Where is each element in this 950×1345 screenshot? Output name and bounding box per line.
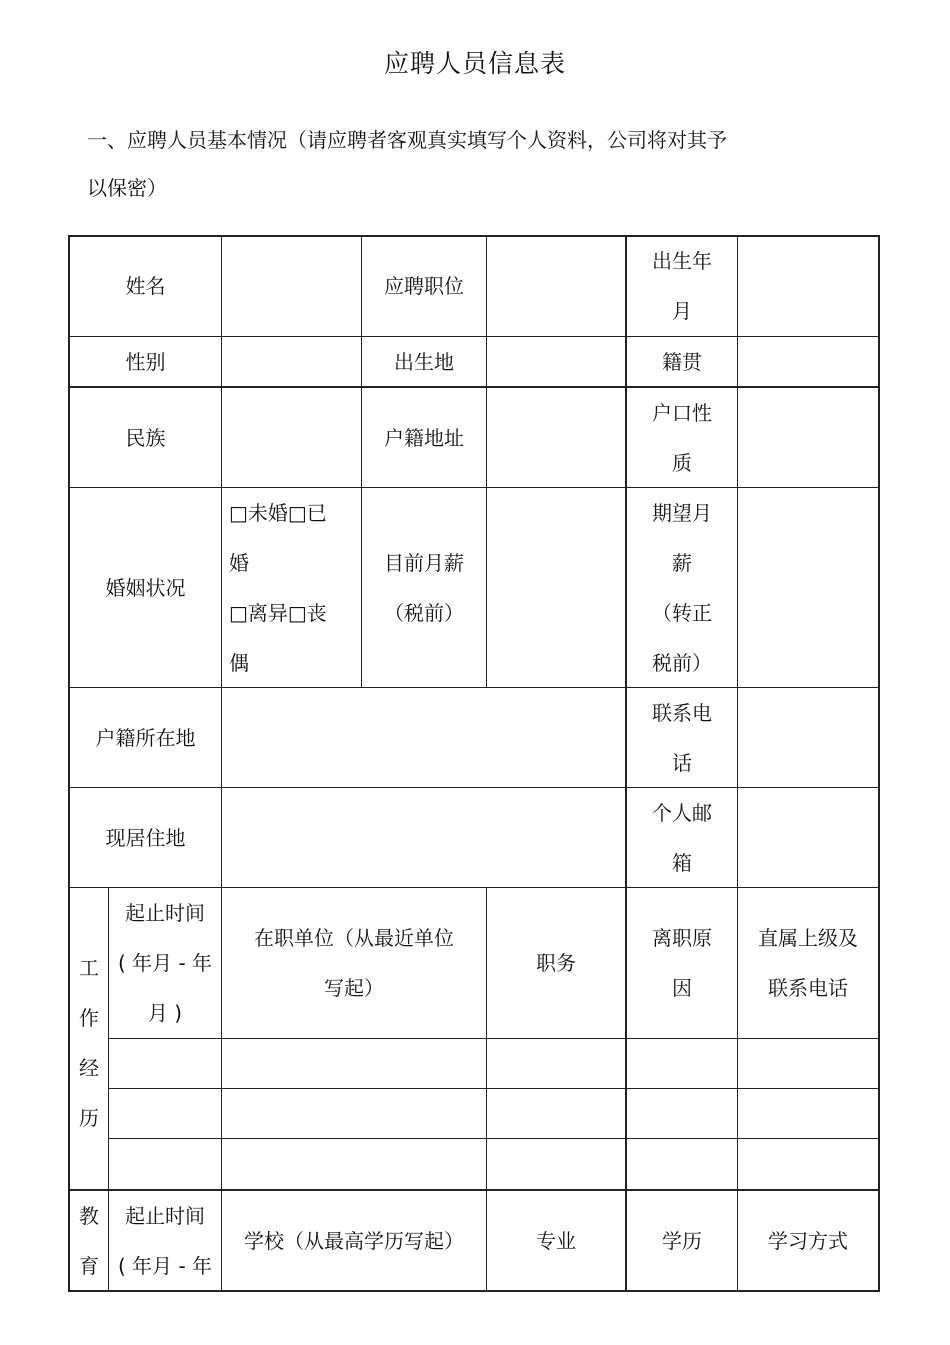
work-period-header-line-1: 起止时间 xyxy=(125,901,205,925)
marital-status-options[interactable] xyxy=(222,488,361,687)
leave-reason-header xyxy=(627,888,737,1038)
expected-salary-label-line-1: 期望月 xyxy=(652,500,712,525)
household-type-label-line-2: 质 xyxy=(672,450,692,475)
household-location-field[interactable] xyxy=(222,688,625,787)
work-section-char: 历 xyxy=(79,1106,99,1130)
position-label: 应聘职位 xyxy=(384,274,464,298)
work-section-char: 工 xyxy=(79,956,99,980)
work-period-header-line-3: 月 ) xyxy=(147,1001,183,1025)
expected-salary-field[interactable] xyxy=(738,488,878,687)
supervisor-header-line-1: 直属上级及 xyxy=(758,926,858,950)
name-label: 姓名 xyxy=(125,274,166,298)
study-mode-header: 学习方式 xyxy=(768,1229,848,1253)
birth-date-label xyxy=(627,236,737,336)
table-border-right xyxy=(878,235,880,1292)
birth-date-field[interactable] xyxy=(738,237,878,336)
marital-status-label: 婚姻状况 xyxy=(105,575,186,600)
birth-date-label-line-2: 月 xyxy=(672,299,692,323)
marital-option-line-2: 婚 xyxy=(229,551,249,575)
household-type-field[interactable] xyxy=(738,388,878,487)
work-period-header-line-2: ( 年月 - 年 xyxy=(117,951,213,975)
work-row-3[interactable] xyxy=(109,1139,878,1189)
employer-header-line-2: 写起） xyxy=(324,976,384,1000)
page-title: 应聘人员信息表 xyxy=(383,49,566,78)
supervisor-header-line-2: 联系电话 xyxy=(768,976,848,1000)
email-field[interactable] xyxy=(738,788,878,887)
residence-label: 现居住地 xyxy=(105,825,186,850)
education-section-label xyxy=(70,1191,108,1291)
expected-salary-label-line-4: 税前） xyxy=(652,650,712,675)
current-salary-field[interactable] xyxy=(487,488,625,687)
gender-field[interactable] xyxy=(222,337,361,386)
leave-reason-header-line-2: 因 xyxy=(672,976,692,1000)
household-type-label xyxy=(627,388,737,487)
expected-salary-label xyxy=(627,488,737,687)
ethnicity-field[interactable] xyxy=(222,388,361,487)
work-section-char: 作 xyxy=(79,1006,99,1030)
current-salary-label xyxy=(362,488,486,687)
expected-salary-label-line-2: 薪 xyxy=(672,550,692,575)
position-field[interactable] xyxy=(487,237,625,336)
work-period-header xyxy=(109,888,221,1038)
education-period-header-line-1: 起止时间 xyxy=(125,1204,205,1228)
marital-option-line-4: 偶 xyxy=(229,651,249,675)
work-experience-section-label xyxy=(70,943,108,1143)
employer-header xyxy=(222,888,486,1038)
marital-option-line-3[interactable]: □离异□丧 xyxy=(229,601,327,625)
duty-header: 职务 xyxy=(536,951,576,975)
expected-salary-label-line-3: （转正 xyxy=(652,600,712,625)
current-salary-label-line-2: （税前） xyxy=(384,600,464,625)
residence-field[interactable] xyxy=(222,788,625,887)
leave-reason-header-line-1: 离职原 xyxy=(652,926,712,950)
phone-label-line-2: 话 xyxy=(672,750,692,775)
phone-field[interactable] xyxy=(738,688,878,787)
email-label-line-1: 个人邮 xyxy=(652,800,712,825)
education-section-char: 教 xyxy=(79,1204,99,1228)
supervisor-header xyxy=(738,888,878,1038)
employer-header-line-1: 在职单位（从最近单位 xyxy=(254,926,454,950)
school-header: 学校（从最高学历写起） xyxy=(244,1229,464,1253)
education-period-header-line-2: ( 年月 - 年 xyxy=(117,1254,213,1278)
household-type-label-line-1: 户口性 xyxy=(652,400,712,425)
native-place-label: 籍贯 xyxy=(662,349,702,374)
work-row-1[interactable] xyxy=(109,1039,878,1088)
education-section-char: 育 xyxy=(79,1254,99,1278)
degree-header: 学历 xyxy=(662,1229,702,1253)
section-1-heading-line-1: 一、应聘人员基本情况（请应聘者客观真实填写个人资料，公司将对其予 xyxy=(87,128,727,152)
major-header: 专业 xyxy=(536,1229,576,1253)
birth-date-label-line-1: 出生年 xyxy=(652,249,712,273)
ethnicity-label: 民族 xyxy=(125,425,166,450)
email-label-line-2: 箱 xyxy=(672,850,692,875)
email-label xyxy=(627,788,737,887)
phone-label xyxy=(627,688,737,787)
household-address-label: 户籍地址 xyxy=(384,425,464,450)
birthplace-label: 出生地 xyxy=(394,349,454,374)
education-period-header xyxy=(109,1191,221,1291)
work-section-char: 经 xyxy=(79,1056,99,1080)
marital-option-line-1[interactable]: □未婚□已 xyxy=(229,501,327,525)
work-row-2[interactable] xyxy=(109,1089,878,1138)
household-address-field[interactable] xyxy=(487,388,625,487)
current-salary-label-line-1: 目前月薪 xyxy=(384,550,464,575)
phone-label-line-1: 联系电 xyxy=(652,700,712,725)
name-field[interactable] xyxy=(222,237,361,336)
gender-label: 性别 xyxy=(125,349,166,374)
birthplace-field[interactable] xyxy=(487,337,625,386)
section-1-heading-line-2: 以保密） xyxy=(87,176,167,200)
household-location-label: 户籍所在地 xyxy=(95,725,196,750)
native-place-field[interactable] xyxy=(738,337,878,386)
